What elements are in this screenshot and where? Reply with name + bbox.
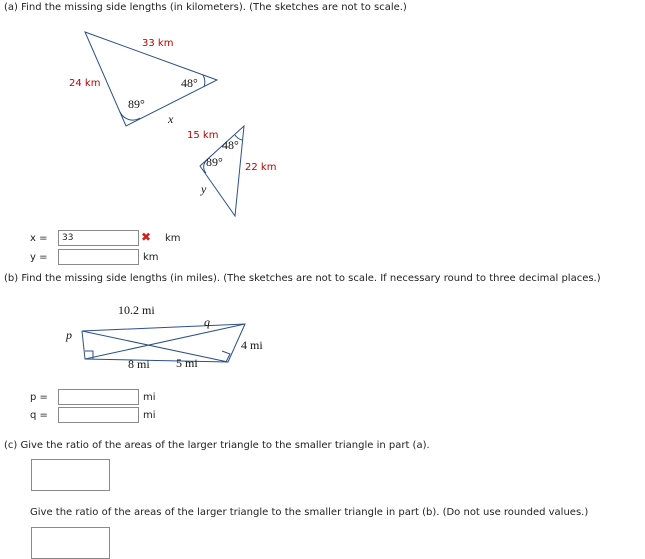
part-c-second-prompt: Give the ratio of the areas of the larger triangle to the smaller triangle in part (b). (Do not use rounded values.) — [30, 507, 589, 518]
small-angle-top-label: 48° — [222, 138, 239, 152]
y-answer-input[interactable] — [58, 249, 139, 265]
y-unit-label: km — [143, 252, 159, 263]
large-unknown-x-label: x — [168, 112, 174, 126]
p-answer-input[interactable] — [58, 389, 139, 405]
q-unit-label: mi — [143, 410, 156, 421]
part-b-prompt: (b) Find the missing side lengths (in miles). (The sketches are not to scale. If necessary round to three decimal places.) — [4, 273, 601, 284]
small-angle-left-label: 89° — [206, 155, 223, 169]
figure-label-bottom-left: 8 mi — [128, 357, 150, 371]
large-angle-bottom-label: 89° — [128, 97, 145, 111]
incorrect-icon: ✖ — [141, 230, 152, 244]
bowtie-diagonal-2 — [85, 324, 245, 359]
q-answer-label: q = — [30, 410, 48, 421]
bowtie-diagonal-1 — [82, 331, 228, 362]
q-answer-input[interactable] — [58, 407, 139, 423]
large-side-top-label: 33 km — [142, 38, 174, 49]
y-answer-label: y = — [30, 252, 48, 263]
large-angle-right-arc — [203, 75, 205, 87]
small-side-left-label: 15 km — [187, 130, 219, 141]
p-unit-label: mi — [143, 392, 156, 403]
large-side-left-label: 24 km — [69, 78, 101, 89]
figure-label-top-left: 10.2 mi — [118, 303, 155, 317]
large-angle-right-label: 48° — [181, 76, 198, 90]
small-unknown-y-label: y — [201, 182, 207, 196]
ratio-a-input[interactable] — [31, 459, 110, 491]
figure-label-bottom-right: 5 mi — [176, 356, 198, 370]
p-answer-label: p = — [30, 392, 48, 403]
figure-label-right: 4 mi — [241, 338, 263, 352]
figure-label-q: q — [204, 315, 210, 329]
ratio-b-input[interactable] — [31, 527, 110, 559]
x-answer-label: x = — [30, 233, 48, 244]
figure-label-p: p — [66, 328, 72, 342]
part-a-prompt: (a) Find the missing side lengths (in kilometers). (The sketches are not to scale.) — [4, 2, 407, 13]
x-answer-input[interactable] — [58, 230, 139, 246]
part-c-prompt: (c) Give the ratio of the areas of the larger triangle to the smaller triangle in part (a). — [4, 440, 430, 451]
small-side-right-label: 22 km — [245, 162, 277, 173]
x-unit-label: km — [165, 233, 181, 244]
